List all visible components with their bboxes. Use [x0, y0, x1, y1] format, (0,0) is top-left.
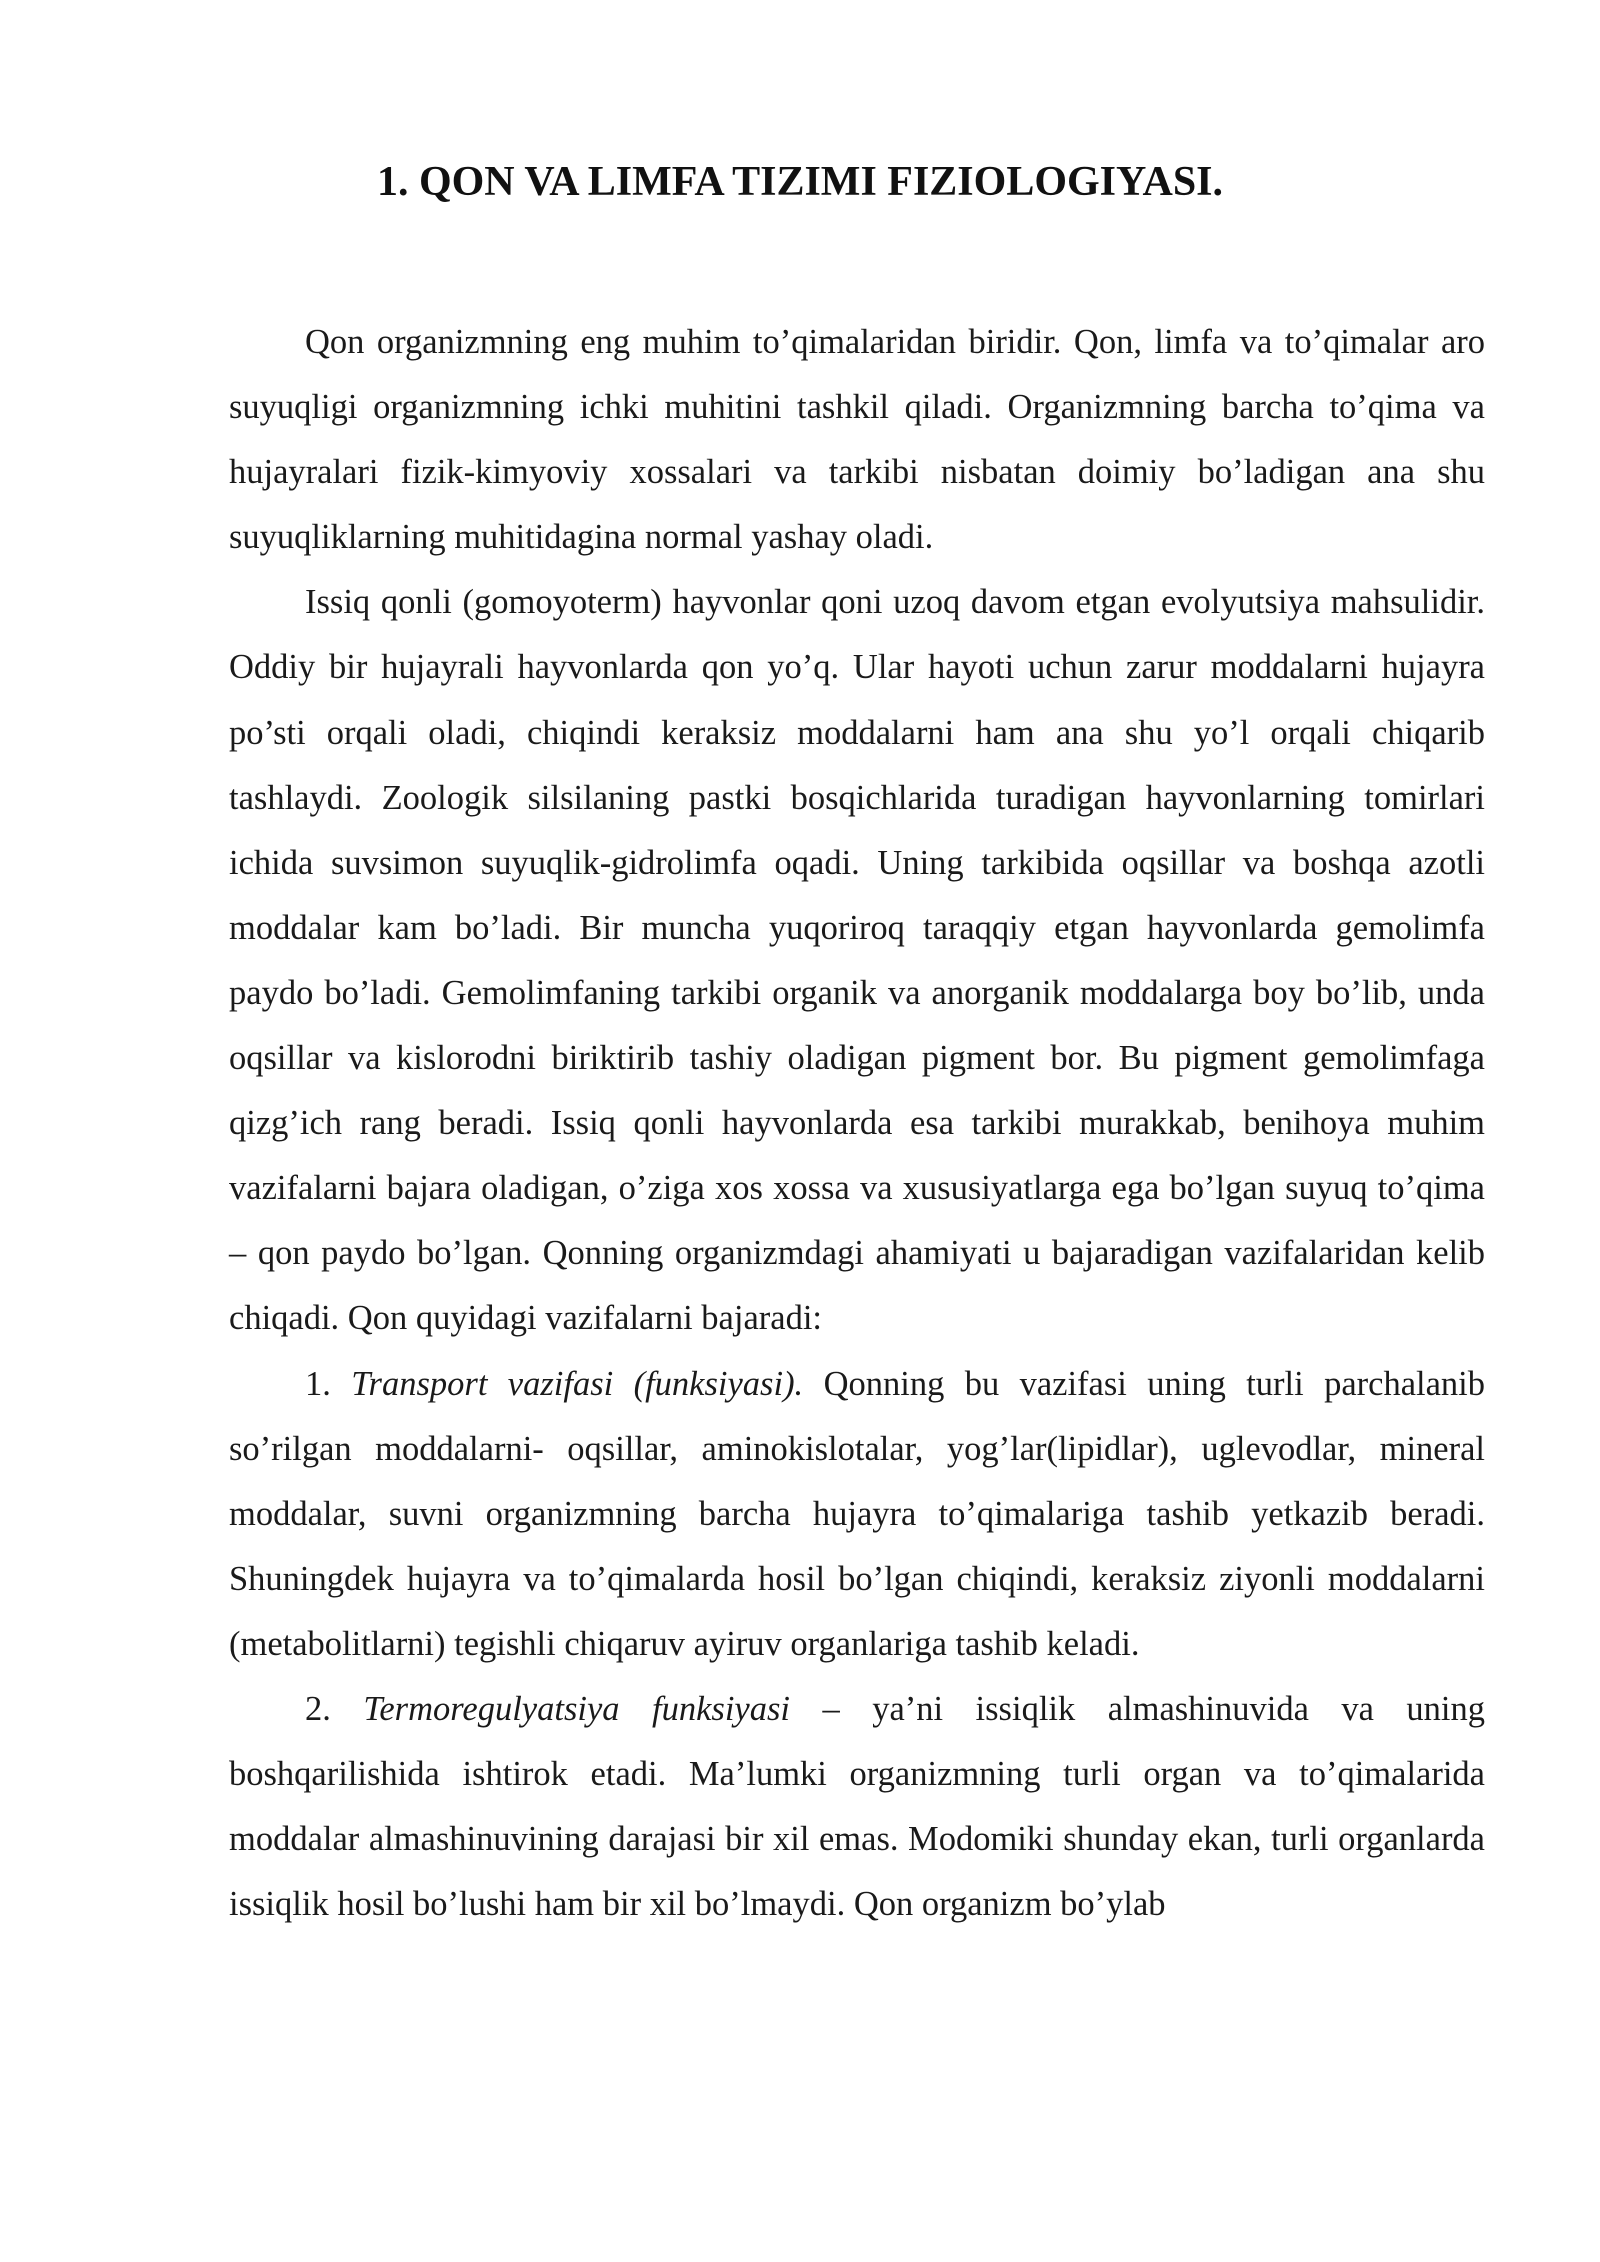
list-item-text: – ya’ni issiqlik almashinuvida va uning boshqarilishida ishtirok etadi. Ma’lumki organizmning turli organ va to’qimalarida moddalar almashinuvining darajasi bir xil emas. Modomiki shunday ekan, turli organlarda issiqlik hosil bo’lushi ham bir xil bo’lmaydi. Qon organizm bo’ylab: [229, 1689, 1485, 1924]
list-item-number: 1.: [305, 1364, 331, 1403]
paragraph-text: Issiq qonli (gomoyoterm) hayvonlar qoni uzoq davom etgan evolyutsiya mahsulidir. Oddiy bir hujayrali hayvonlarda qon yo’q. Ular hayoti uchun zarur moddalarni hujayra po’sti orqali oladi, chiqindi keraksiz moddalarni ham ana shu yo’l orqali chiqarib tashlaydi. Zoologik silsilaning pastki bosqichlarida turadigan hayvonlarning tomirlari ichida suvsimon suyuqlik-gidrolimfa oqadi. Uning tarkibida oqsillar va boshqa azotli moddalar kam bo’ladi. Bir muncha yuqoriroq taraqqiy etgan hayvonlarda gemolimfa paydo bo’ladi. Gemolimfaning tarkibi organik va anorganik moddalarga boy bo’lib, unda oqsillar va kislorodni biriktirib tashiy oladigan pigment bor. Bu pigment gemolimfaga qizg’ich rang beradi. Issiq qonli hayvonlarda esa tarkibi murakkab, benihoya muhim vazifalarni bajara oladigan, o’ziga xos xossa va xususiyatlarga ega bo’lgan suyuq to’qima – qon paydo bo’lgan. Qonning organizmdagi ahamiyati u bajaradigan vazifalaridan kelib chiqadi. Qon quyidagi vazifalarni bajaradi:: [229, 583, 1485, 1338]
list-item-number: 2.: [305, 1689, 331, 1728]
paragraph-intro: [229, 310, 1485, 570]
list-item-thermoregulation: [229, 1677, 1485, 1937]
document-body: [229, 310, 1485, 1937]
list-item-term: Termoregulyatsiya funksiyasi: [363, 1689, 790, 1728]
page-title: 1. QON VA LIMFA TIZIMI FIZIOLOGIYASI.: [376, 159, 1224, 205]
paragraph-evolution: [229, 570, 1485, 1351]
list-item-term: Transport vazifasi (funksiyasi).: [351, 1364, 804, 1403]
list-item-transport: [229, 1352, 1485, 1677]
paragraph-text: Qon organizmning eng muhim to’qimalaridan biridir. Qon, limfa va to’qimalar aro suyuqligi organizmning ichki muhitini tashkil qiladi. Organizmning barcha to’qima va hujayralari fizik-kimyoviy xossalari va tarkibi nisbatan doimiy bo’ladigan ana shu suyuqliklarning muhitidagina normal yashay oladi.: [229, 323, 1485, 557]
list-item-text: Qonning bu vazifasi uning turli parchalanib so’rilgan moddalarni- oqsillar, aminokislotalar, yog’lar(lipidlar), uglevodlar, mineral moddalar, suvni organizmning barcha hujayra to’qimalariga tashib yetkazib beradi. Shuningdek hujayra va to’qimalarda hosil bo’lgan chiqindi, keraksiz ziyonli moddalarni (metabolitlarni) tegishli chiqaruv ayiruv organlariga tashib keladi.: [229, 1364, 1486, 1663]
